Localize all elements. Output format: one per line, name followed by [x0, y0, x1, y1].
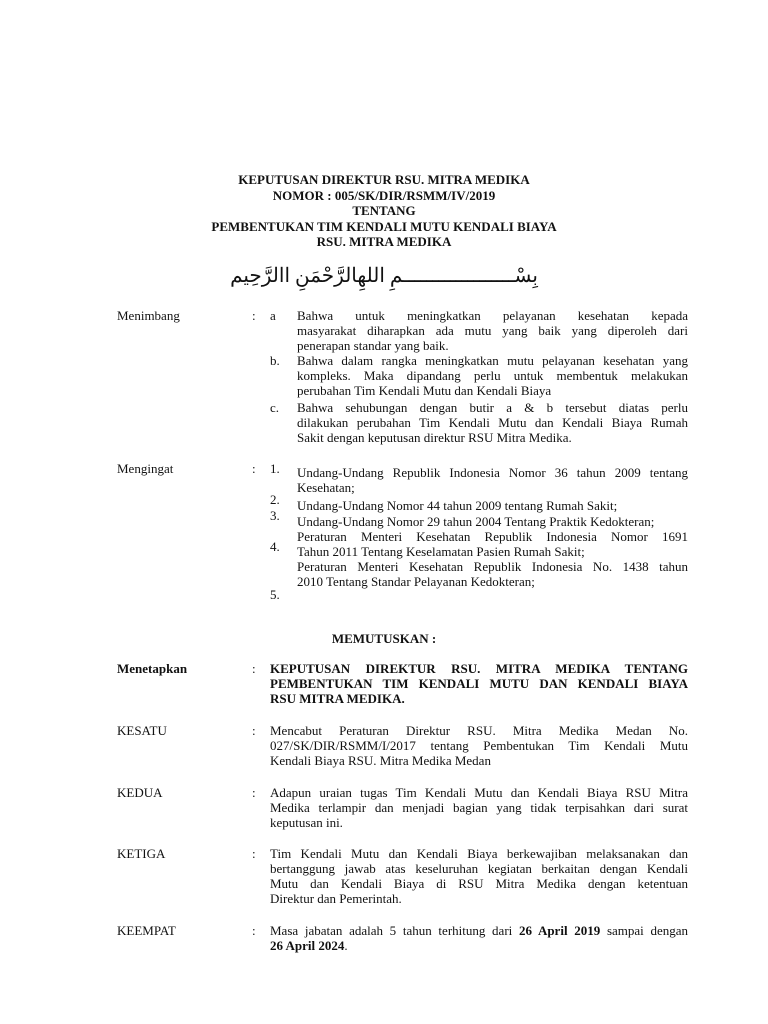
kesatu-colon: : [252, 723, 256, 738]
menetapkan-line-1: KEPUTUSAN DIREKTUR RSU. MITRA MEDIKA TENTANG [270, 661, 688, 676]
ketiga-line-3: Mutu dan Kendali Biaya di RSU Mitra Medika dengan ketentuan [270, 876, 688, 891]
mengingat-line-4: Undang-Undang Nomor 29 tahun 2004 Tentang Praktik Kedokteran; [297, 514, 655, 529]
header-number: NOMOR : 005/SK/DIR/RSMM/IV/2019 [272, 187, 496, 203]
header-subject: PEMBENTUKAN TIM KENDALI MUTU KENDALI BIAYA [211, 218, 557, 234]
keempat-line-1 [270, 923, 688, 938]
menetapkan-line-3: RSU MITRA MEDIKA. [270, 691, 405, 706]
menetapkan-text [270, 661, 688, 706]
menimbang-b-line-1: Bahwa dalam rangka meningkatkan mutu pelayanan kesehatan yang [297, 353, 688, 368]
mengingat-colon: : [252, 461, 256, 476]
mengingat-mark-2: 2. [270, 492, 280, 507]
mengingat-line-6: Tahun 2011 Tentang Keselamatan Pasien Rumah Sakit; [297, 544, 585, 559]
keempat-text-c: . [344, 938, 348, 953]
menetapkan-label: Menetapkan [117, 661, 188, 676]
menimbang-b-line-2: kompleks. Maka dipandang perlu untuk membentuk melakukan [297, 368, 688, 383]
kesatu-line-1: Mencabut Peraturan Direktur RSU. Mitra Medika Medan No. [270, 723, 688, 738]
menimbang-mark-b: b. [270, 353, 280, 368]
keempat-start-date: 26 April 2019 [518, 923, 601, 938]
menetapkan-colon: : [252, 661, 256, 676]
menimbang-mark-c: c. [270, 400, 280, 415]
mengingat-mark-5: 5. [270, 587, 280, 602]
keempat-text-a: Masa jabatan adalah 5 tahun terhitung dari [270, 923, 519, 938]
menimbang-c-line-1: Bahwa sehubungan dengan butir a & b tersebut diatas perlu [297, 400, 688, 415]
menimbang-c-line-3: Sakit dengan keputusan direktur RSU Mitra Medika. [297, 430, 572, 445]
ketiga-line-4: Direktur dan Pemerintah. [270, 891, 402, 906]
mengingat-line-3: Undang-Undang Nomor 44 tahun 2009 tentang Rumah Sakit; [297, 498, 618, 513]
mengingat-mark-4: 4. [270, 539, 280, 554]
menimbang-item-b [297, 353, 688, 398]
menimbang-item-c [297, 400, 688, 445]
header-tentang: TENTANG [352, 203, 416, 218]
kedua-line-3: keputusan ini. [270, 815, 343, 830]
kedua-line-1: Adapun uraian tugas Tim Kendali Mutu dan Kendali Biaya RSU Mitra [270, 785, 688, 800]
kedua-text [270, 785, 688, 830]
mengingat-line-1: Undang-Undang Republik Indonesia Nomor 36 tahun 2009 tentang [297, 465, 688, 480]
mengingat-list [297, 465, 688, 589]
menimbang-mark-a: a [270, 308, 276, 323]
ketiga-colon: : [252, 846, 256, 861]
bismillah-text: بِسْـــــــــــــــــــمِ اللهِالرَّحْمَنِ االرَّحِيم [230, 265, 538, 287]
kesatu-label: KESATU [117, 723, 167, 738]
kedua-label: KEDUA [117, 785, 163, 800]
keempat-text-b: sampai dengan [600, 923, 688, 938]
mengingat-line-7: Peraturan Menteri Kesehatan Republik Indonesia No. 1438 tahun [297, 559, 688, 574]
ketiga-line-1: Tim Kendali Mutu dan Kendali Biaya berkewajiban melaksanakan dan [270, 846, 688, 861]
ketiga-label: KETIGA [117, 846, 166, 861]
ketiga-line-2: bertanggung jawab atas keseluruhan kegiatan berkaitan dengan Kendali [270, 861, 688, 876]
menetapkan-line-2: PEMBENTUKAN TIM KENDALI MUTU DAN KENDALI BIAYA [270, 676, 688, 691]
keempat-colon: : [252, 923, 256, 938]
memutuskan-heading: MEMUTUSKAN : [331, 631, 437, 646]
header-hospital: RSU. MITRA MEDIKA [316, 234, 452, 249]
kedua-colon: : [252, 785, 256, 800]
keempat-line-2 [270, 938, 688, 953]
mengingat-line-5: Peraturan Menteri Kesehatan Republik Indonesia Nomor 1691 [297, 529, 688, 544]
kesatu-line-2: 027/SK/DIR/RSMM/I/2017 tentang Pembentukan Tim Kendali Mutu [270, 738, 688, 753]
kesatu-text [270, 723, 688, 768]
menimbang-colon: : [252, 308, 256, 323]
menimbang-label: Menimbang [117, 308, 180, 323]
menimbang-a-line-1: Bahwa untuk meningkatkan pelayanan kesehatan kepada [297, 308, 688, 323]
menimbang-item-a [297, 308, 688, 353]
menimbang-c-line-2: dilakukan perubahan Tim Kendali Mutu dan Kendali Biaya Rumah [297, 415, 688, 430]
document-header [0, 172, 768, 250]
keempat-text [270, 923, 688, 953]
keempat-label: KEEMPAT [117, 923, 176, 938]
mengingat-line-8: 2010 Tentang Standar Pelayanan Kedokteran; [297, 574, 535, 589]
mengingat-label: Mengingat [117, 461, 174, 476]
kedua-line-2: Medika terlampir dan menjadi bagian yang tidak terpisahkan dari surat [270, 800, 688, 815]
keempat-end-date: 26 April 2024 [270, 938, 345, 953]
mengingat-mark-3: 3. [270, 508, 280, 523]
kesatu-line-3: Kendali Biaya RSU. Mitra Medika Medan [270, 753, 491, 768]
ketiga-text [270, 846, 688, 906]
menimbang-a-line-3: penerapan standar yang baik. [297, 338, 449, 353]
menimbang-b-line-3: perubahan Tim Kendali Mutu dan Kendali Biaya [297, 383, 552, 398]
mengingat-line-2: Kesehatan; [297, 480, 355, 495]
menimbang-a-line-2: masyarakat diharapkan ada mutu yang baik yang diperoleh dari [297, 323, 688, 338]
header-title: KEPUTUSAN DIREKTUR RSU. MITRA MEDIKA [238, 172, 530, 187]
mengingat-mark-1: 1. [270, 461, 280, 476]
